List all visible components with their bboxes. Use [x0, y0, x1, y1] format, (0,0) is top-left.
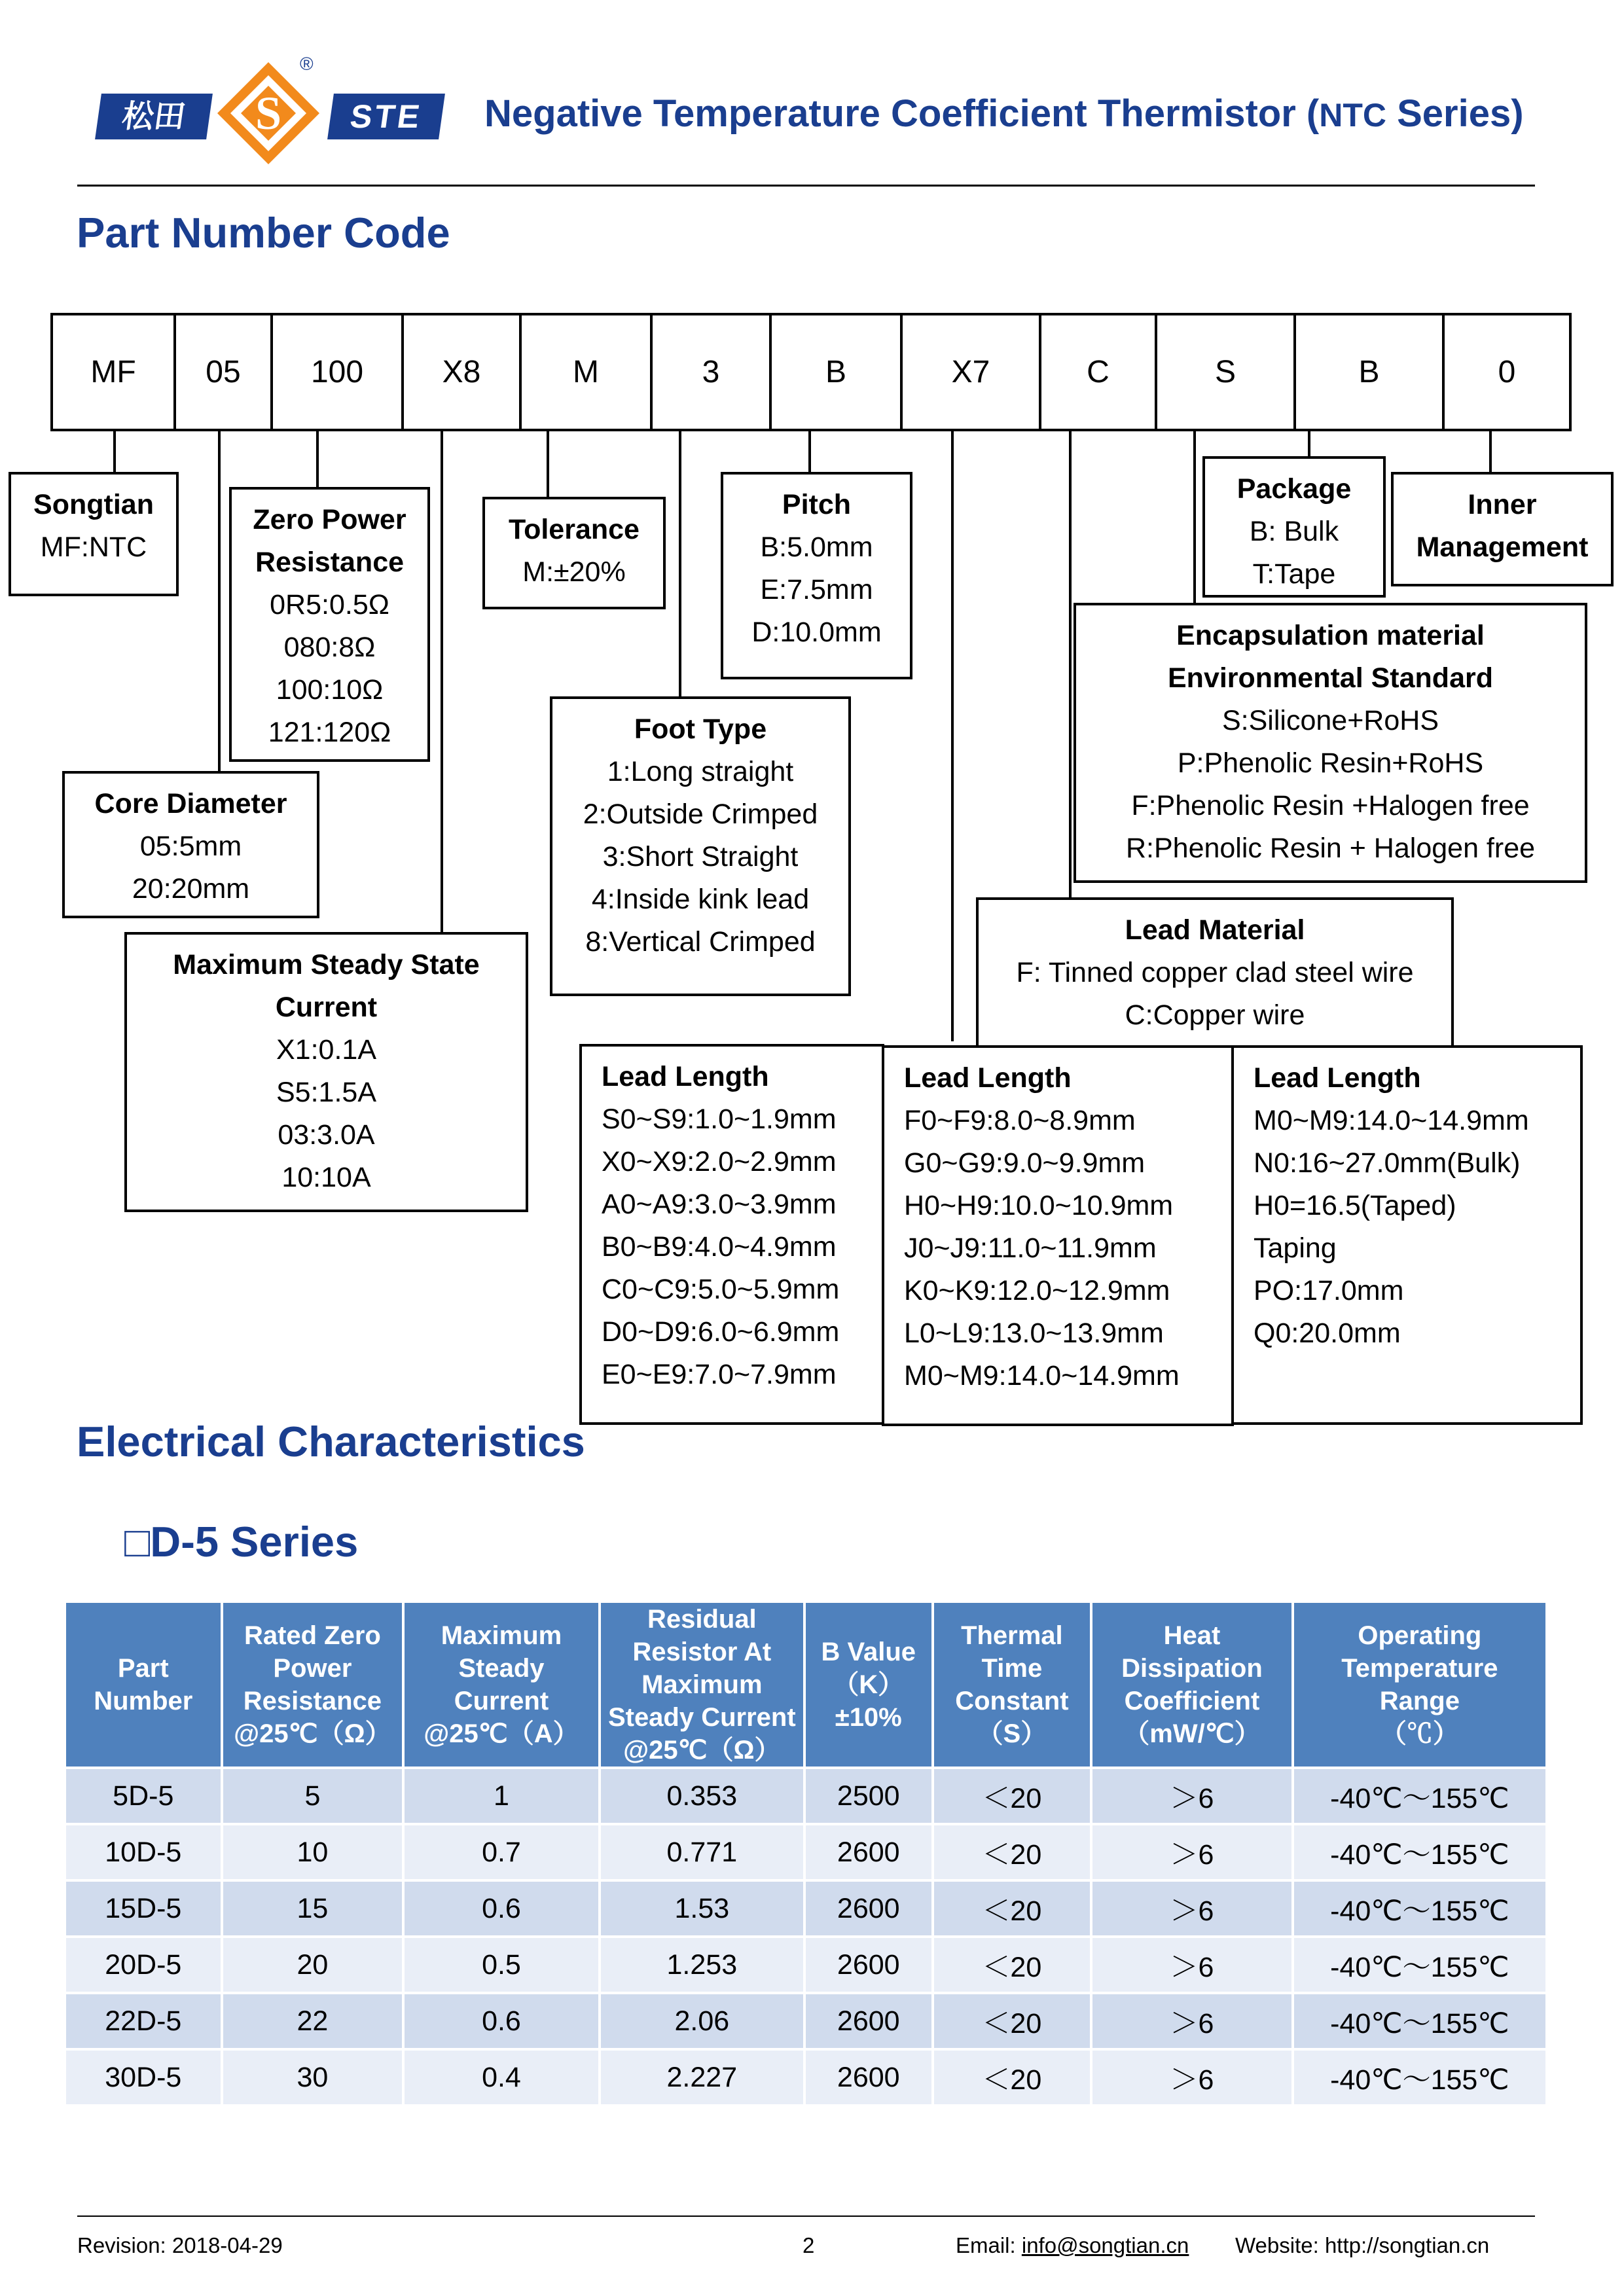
table-cell: ＜20 [933, 1993, 1092, 2049]
code-cell: 0 [1498, 355, 1516, 389]
box-line: X1:0.1A [276, 1034, 376, 1066]
code-cell: 05 [176, 315, 273, 429]
box-title: Lead Length [904, 1062, 1072, 1094]
box-line: N0:16~27.0mm(Bulk) [1254, 1147, 1521, 1179]
table-cell: 1 [403, 1768, 599, 1824]
logo-ste-text: STE [327, 94, 445, 139]
email-block [956, 2233, 1189, 2258]
box-title: Resistance [255, 547, 405, 578]
table-cell: ＜20 [933, 1768, 1092, 1824]
title-part-a: Negative Temperature Coefficient Thermistor ( [484, 92, 1320, 135]
box-line: E0~E9:7.0~7.9mm [602, 1359, 837, 1390]
table-cell: 10D-5 [65, 1824, 222, 1880]
box-line: 100:10Ω [276, 674, 384, 706]
code-cell: 100 [273, 315, 404, 429]
box-line: H0~H9:10.0~10.9mm [904, 1190, 1174, 1221]
company-logo [98, 54, 439, 175]
header-rated-resistance: Rated Zero Power Resistance @25℃（Ω） [222, 1602, 404, 1768]
table-cell: 2600 [804, 2049, 933, 2106]
spec-table [63, 1600, 1548, 2107]
box-line: 0R5:0.5Ω [270, 589, 389, 620]
table-cell: 15 [222, 1880, 404, 1937]
box-line: 3:Short Straight [602, 841, 799, 872]
foot-type-box [550, 696, 851, 996]
connector-line [1308, 431, 1310, 456]
songtian-box [9, 472, 179, 596]
title-part-c: Series) [1386, 92, 1524, 135]
box-line: 080:8Ω [283, 632, 376, 663]
table-cell: 15D-5 [65, 1880, 222, 1937]
table-cell: 2.227 [600, 2049, 804, 2106]
box-line: L0~L9:13.0~13.9mm [904, 1318, 1164, 1349]
box-line: F0~F9:8.0~8.9mm [904, 1105, 1136, 1136]
code-cell: X8 [404, 315, 522, 429]
table-cell: 0.7 [403, 1824, 599, 1880]
box-title: Foot Type [634, 713, 767, 745]
header-max-current: Maximum Steady Current @25℃（A） [403, 1602, 599, 1768]
box-title: Lead Length [1254, 1062, 1421, 1094]
logo-chinese-text: 松田 [95, 94, 213, 139]
inner-management-box [1391, 472, 1614, 586]
table-cell: ＞6 [1091, 2049, 1293, 2106]
code-cell: 3 [653, 315, 772, 429]
code-cell: B [1296, 315, 1445, 429]
table-header-row [65, 1602, 1547, 1768]
box-line: B:5.0mm [760, 531, 873, 563]
box-line: S5:1.5A [276, 1077, 376, 1108]
table-cell: ＞6 [1091, 1768, 1293, 1824]
box-line: C0~C9:5.0~5.9mm [602, 1274, 840, 1305]
table-cell: 5D-5 [65, 1768, 222, 1824]
box-line: PO:17.0mm [1254, 1275, 1404, 1306]
document-title [484, 92, 1524, 135]
box-title: Tolerance [509, 514, 640, 545]
logo-letter: S [255, 87, 282, 139]
lead-length-box-2 [882, 1045, 1234, 1426]
connector-line [113, 431, 116, 472]
connector-line [808, 431, 811, 472]
table-row [65, 1880, 1547, 1937]
table-cell: 30 [222, 2049, 404, 2106]
table-row [65, 1768, 1547, 1824]
box-line: 4:Inside kink lead [591, 884, 810, 915]
box-title: Lead Material [1125, 914, 1305, 946]
table-cell: 0.353 [600, 1768, 804, 1824]
table-cell: 22D-5 [65, 1993, 222, 2049]
box-title: Encapsulation material [1176, 620, 1485, 651]
table-cell: -40℃～155℃ [1293, 1993, 1547, 2049]
box-title: Package [1236, 473, 1352, 505]
website-text[interactable]: Website: http://songtian.cn [1235, 2233, 1490, 2257]
table-cell: 0.5 [403, 1937, 599, 1993]
table-cell: 20D-5 [65, 1937, 222, 1993]
pitch-box [721, 472, 912, 679]
box-title: Songtian [33, 489, 154, 520]
box-line: X0~X9:2.0~2.9mm [602, 1146, 837, 1177]
table-cell: -40℃～155℃ [1293, 1768, 1547, 1824]
header-heat-dissipation: Heat Dissipation Coefficient （mW/℃） [1091, 1602, 1293, 1768]
email-label: Email: [956, 2233, 1022, 2257]
table-row [65, 1937, 1547, 1993]
title-part-b: NTC [1319, 97, 1386, 134]
email-link[interactable]: info@songtian.cn [1021, 2233, 1189, 2257]
table-cell: 0.4 [403, 2049, 599, 2106]
table-cell: ＜20 [933, 1880, 1092, 1937]
table-cell: -40℃～155℃ [1293, 2049, 1547, 2106]
table-cell: 2.06 [600, 1993, 804, 2049]
code-cell: S [1157, 315, 1296, 429]
connector-line [1193, 431, 1196, 603]
box-line: B: Bulk [1249, 516, 1339, 547]
connector-line [441, 431, 443, 932]
table-row [65, 1824, 1547, 1880]
box-line: Q0:20.0mm [1254, 1318, 1401, 1349]
box-line: H0=16.5(Taped) [1254, 1190, 1456, 1221]
box-line: K0~K9:12.0~12.9mm [904, 1275, 1170, 1306]
box-line: 8:Vertical Crimped [585, 926, 816, 958]
box-line: F: Tinned copper clad steel wire [1016, 957, 1414, 988]
part-code-row [50, 313, 1572, 431]
table-cell: 20 [222, 1937, 404, 1993]
box-line: D:10.0mm [751, 617, 882, 648]
box-line: 121:120Ω [268, 717, 391, 748]
box-title: Pitch [782, 489, 852, 520]
box-line: A0~A9:3.0~3.9mm [602, 1189, 837, 1220]
header-part-number: Part Number [65, 1602, 222, 1768]
box-title: Current [275, 992, 378, 1023]
box-line: E:7.5mm [760, 574, 873, 605]
table-cell: ＜20 [933, 2049, 1092, 2106]
code-cell: B [772, 315, 903, 429]
table-cell: 0.6 [403, 1993, 599, 2049]
box-line: G0~G9:9.0~9.9mm [904, 1147, 1146, 1179]
table-cell: 2600 [804, 1993, 933, 2049]
box-line: Taping [1254, 1232, 1337, 1264]
table-cell: 0.6 [403, 1880, 599, 1937]
box-line: MF:NTC [40, 531, 147, 563]
box-line: C:Copper wire [1125, 999, 1305, 1031]
table-cell: ＞6 [1091, 1937, 1293, 1993]
table-cell: 1.253 [600, 1937, 804, 1993]
table-cell: ＜20 [933, 1937, 1092, 1993]
box-title: Environmental Standard [1168, 662, 1493, 694]
series-title: □D-5 Series [124, 1518, 359, 1566]
header-thermal-time: Thermal Time Constant （S） [933, 1602, 1092, 1768]
box-line: M0~M9:14.0~14.9mm [904, 1360, 1180, 1391]
box-line: B0~B9:4.0~4.9mm [602, 1231, 837, 1263]
header-operating-range: Operating Temperature Range （℃） [1293, 1602, 1547, 1768]
core-diameter-box [62, 771, 319, 918]
box-line: F:Phenolic Resin +Halogen free [1131, 790, 1530, 821]
table-cell: 2600 [804, 1824, 933, 1880]
box-title: Maximum Steady State [173, 949, 480, 980]
table-cell: ＞6 [1091, 1880, 1293, 1937]
box-line: S:Silicone+RoHS [1221, 705, 1439, 736]
box-title: Inner [1468, 489, 1537, 520]
section-title-electrical: Electrical Characteristics [77, 1418, 585, 1465]
box-line: M0~M9:14.0~14.9mm [1254, 1105, 1529, 1136]
connector-line [547, 431, 549, 497]
box-line: 1:Long straight [607, 756, 794, 787]
code-cell: MF [53, 315, 176, 429]
box-line: S0~S9:1.0~1.9mm [602, 1103, 837, 1135]
box-line: D0~D9:6.0~6.9mm [602, 1316, 840, 1348]
box-title: Core Diameter [94, 788, 287, 819]
lead-material-box [976, 897, 1454, 1048]
box-line: M:±20% [522, 556, 626, 588]
connector-line [218, 431, 221, 774]
table-cell: 0.771 [600, 1824, 804, 1880]
revision-text: Revision: 2018-04-29 [77, 2233, 283, 2257]
header-rule [77, 185, 1535, 187]
table-cell: -40℃～155℃ [1293, 1880, 1547, 1937]
max-current-box [124, 932, 528, 1212]
box-line: 2:Outside Crimped [583, 798, 818, 830]
table-cell: ＜20 [933, 1824, 1092, 1880]
code-cell: M [522, 315, 653, 429]
connector-line [1489, 431, 1492, 472]
table-cell: 1.53 [600, 1880, 804, 1937]
box-line: J0~J9:11.0~11.9mm [904, 1232, 1157, 1264]
connector-line [1069, 431, 1072, 897]
box-line: 20:20mm [132, 873, 250, 905]
table-row [65, 2049, 1547, 2106]
table-cell: ＞6 [1091, 1824, 1293, 1880]
table-cell: 22 [222, 1993, 404, 2049]
box-line: P:Phenolic Resin+RoHS [1177, 747, 1484, 779]
section-title-part-number: Part Number Code [77, 209, 450, 257]
table-cell: 30D-5 [65, 2049, 222, 2106]
table-row [65, 1993, 1547, 2049]
tolerance-box [482, 497, 666, 609]
lead-length-box-3 [1231, 1045, 1583, 1425]
table-cell: 2600 [804, 1880, 933, 1937]
page-number: 2 [803, 2233, 815, 2257]
table-cell: ＞6 [1091, 1993, 1293, 2049]
table-cell: -40℃～155℃ [1293, 1937, 1547, 1993]
table-cell: 5 [222, 1768, 404, 1824]
box-line: T:Tape [1252, 558, 1336, 590]
box-line: R:Phenolic Resin + Halogen free [1125, 833, 1536, 864]
box-title: Zero Power [253, 504, 406, 535]
registered-mark: ® [300, 54, 314, 74]
box-line: 03:3.0A [278, 1119, 375, 1151]
footer-rule [77, 2215, 1535, 2217]
box-line: 05:5mm [139, 831, 242, 862]
header-b-value: B Value （K） ±10% [804, 1602, 933, 1768]
connector-line [951, 431, 954, 1041]
table-cell: 10 [222, 1824, 404, 1880]
connector-line [679, 431, 681, 696]
code-cell: X7 [903, 315, 1041, 429]
logo-emblem-icon [216, 61, 321, 166]
encapsulation-box [1074, 603, 1587, 883]
header-residual-resistor: Residual Resistor At Maximum Steady Current @25℃（Ω） [600, 1602, 804, 1768]
connector-line [316, 431, 319, 487]
box-line: 10:10A [281, 1162, 371, 1193]
box-title: Management [1416, 531, 1589, 563]
box-title: Lead Length [602, 1061, 769, 1092]
code-cell: C [1041, 315, 1157, 429]
package-box [1202, 456, 1386, 598]
zero-power-box [229, 487, 430, 762]
table-cell: 2500 [804, 1768, 933, 1824]
lead-length-box-1 [579, 1044, 884, 1425]
table-cell: 2600 [804, 1937, 933, 1993]
table-cell: -40℃～155℃ [1293, 1824, 1547, 1880]
